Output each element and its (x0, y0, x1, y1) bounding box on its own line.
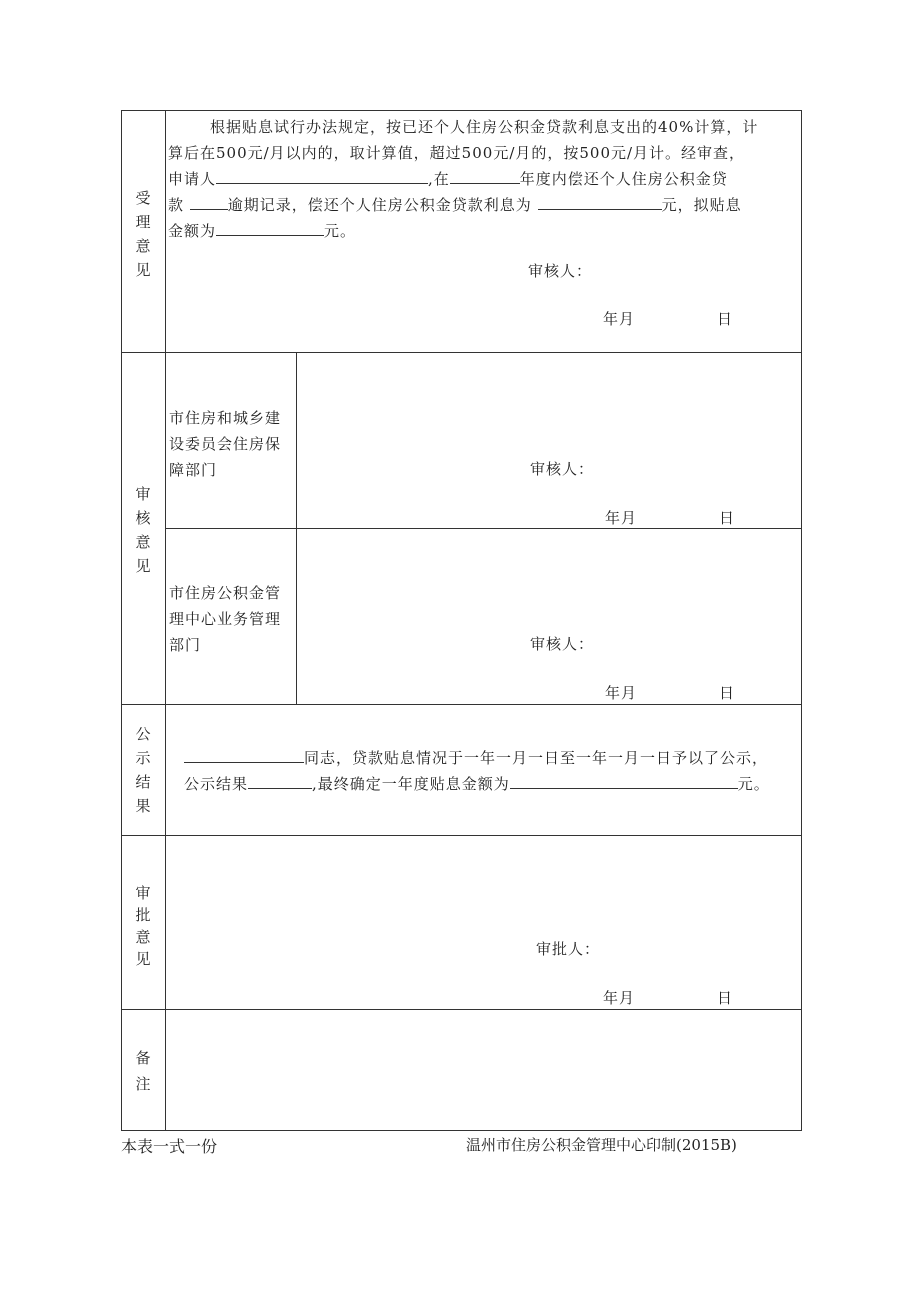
approval-date-d: 日 (717, 989, 734, 1007)
publicity-text-line1: 同志，贷款贴息情况于一年一月一日至一年一月一日予以了公示， (184, 745, 768, 771)
acceptance-text-line3: 申请人 ,在 年度内偿还个人住房公积金贷 (168, 166, 728, 192)
publicity-text-line2: 公示结果 ,最终确定一年度贴息金额为 元。 (184, 771, 770, 797)
footer-printer-note: 温州市住房公积金管理中心印制(2015B) (466, 1136, 737, 1154)
dept1-reviewer-label: 审核人： (530, 460, 595, 478)
interest-amount-field[interactable] (538, 193, 662, 210)
table-left-border (121, 110, 122, 1131)
acceptance-text-line1: 根据贴息试行办法规定，按已还个人住房公积金贷款利息支出的40%计算，计 (210, 118, 759, 136)
table-top-border (121, 110, 802, 111)
dept1-date-ym: 年月 (605, 509, 638, 527)
dept-column-divider (296, 352, 297, 704)
table-right-border (801, 110, 802, 1131)
remarks-field[interactable] (167, 1011, 799, 1128)
publicity-label: 公 示 结 果 (135, 725, 151, 815)
row-divider (121, 352, 802, 353)
approver-label: 审批人： (536, 940, 601, 958)
row-divider (121, 1009, 802, 1010)
acceptance-reviewer-label: 审核人： (528, 262, 593, 280)
subsidy-amount-field[interactable] (216, 219, 324, 236)
row-divider (121, 835, 802, 836)
dept1-date-d: 日 (719, 509, 736, 527)
footer-copies-note: 本表一式一份 (121, 1137, 218, 1156)
publicity-name-field[interactable] (184, 746, 304, 763)
review-label: 审 核 意 见 (135, 485, 151, 575)
year-field[interactable] (450, 167, 520, 184)
dept1-name: 市住房和城乡建 设委员会住房保 障部门 (169, 409, 282, 479)
acceptance-label: 受 理 意 见 (135, 189, 151, 279)
acceptance-text-line2: 算后在500元/月以内的，取计算值，超过500元/月的，按500元/月计。经审查， (168, 144, 746, 162)
dept2-reviewer-label: 审核人： (530, 635, 595, 653)
approval-label: 审 批 意 见 (135, 884, 151, 968)
approval-date-ym: 年月 (603, 989, 636, 1007)
row-divider (165, 528, 802, 529)
acceptance-text-line5: 金额为 元。 (168, 218, 356, 244)
dept2-date-ym: 年月 (605, 684, 638, 702)
publicity-result-field[interactable] (248, 772, 312, 789)
final-subsidy-amount-field[interactable] (510, 772, 738, 789)
acceptance-date-ym: 年月 (603, 310, 636, 328)
acceptance-text-line4: 款 逾期记录，偿还个人住房公积金贷款利息为 元，拟贴息 (168, 192, 742, 218)
remarks-label: 备 注 (135, 1049, 151, 1093)
label-column-divider (165, 110, 166, 1131)
overdue-status-field[interactable] (190, 193, 228, 210)
applicant-name-field[interactable] (216, 167, 428, 184)
dept2-name: 市住房公积金管 理中心业务管理 部门 (169, 584, 282, 654)
dept2-date-d: 日 (719, 684, 736, 702)
acceptance-date-d: 日 (717, 310, 734, 328)
table-bottom-border (121, 1130, 802, 1131)
row-divider (121, 704, 802, 705)
